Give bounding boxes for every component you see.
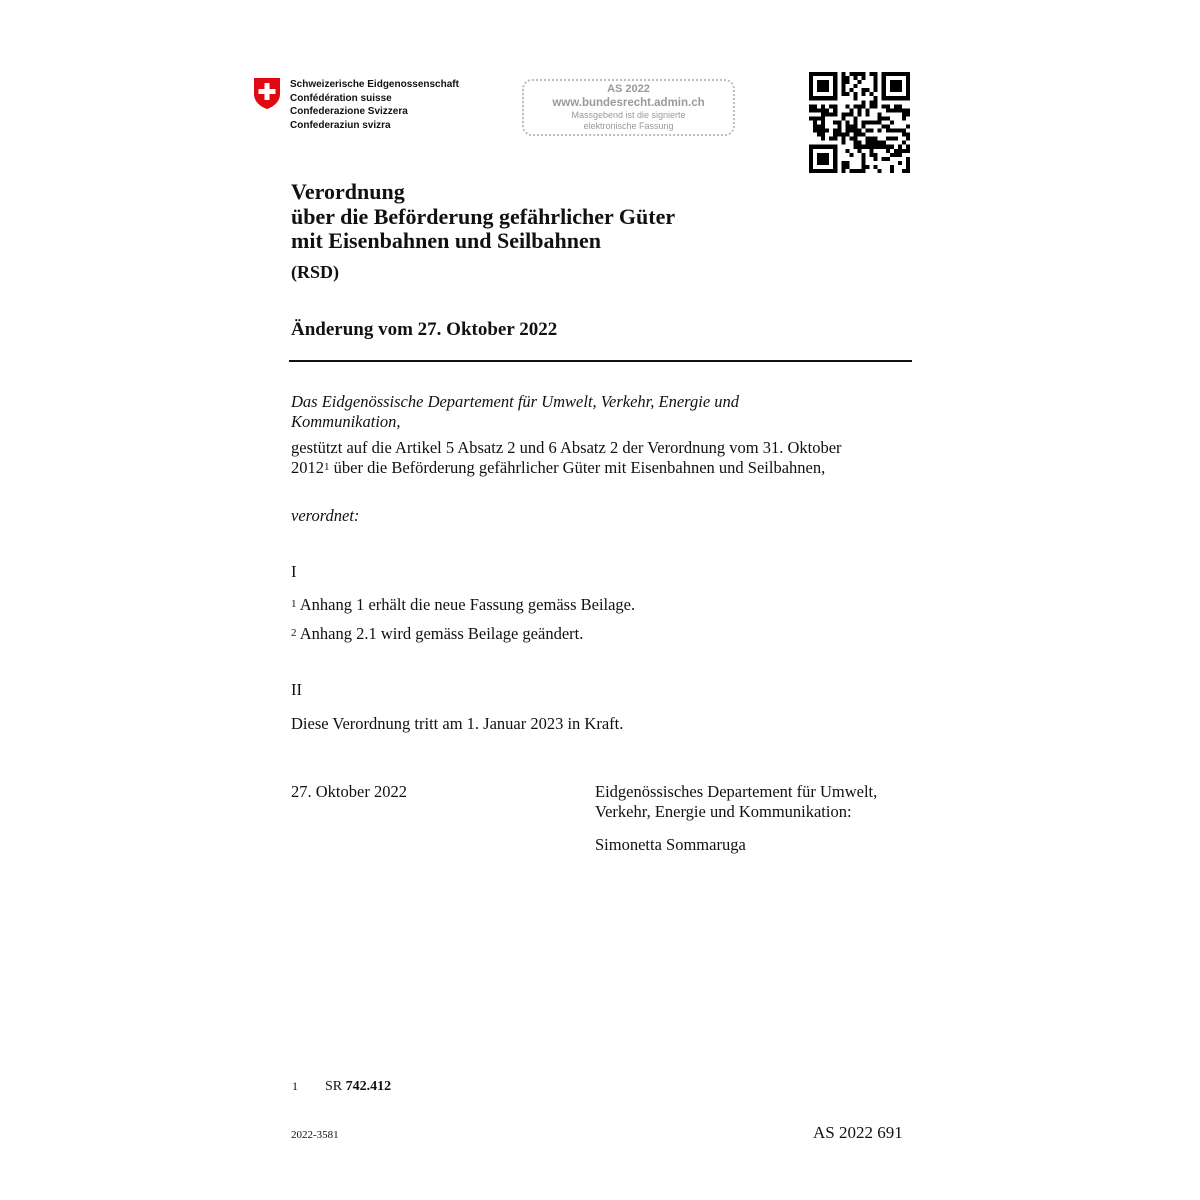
footnote-text xyxy=(325,1079,391,1095)
confederation-name-it: Confederazione Svizzera xyxy=(290,106,408,117)
stamp-note-line2: elektronische Fassung xyxy=(583,121,674,131)
preamble-decree: verordnet: xyxy=(291,506,360,525)
section-i-paragraph-1 xyxy=(291,595,635,615)
legal-basis-text-2: über die Beförderung gefährlicher Güter mit Eisenbahnen und Seilbahnen, xyxy=(329,458,826,477)
paragraph-text: Anhang 2.1 wird gemäss Beilage geändert. xyxy=(296,624,584,643)
amendment-date-heading: Änderung vom 27. Oktober 2022 xyxy=(291,319,558,340)
stamp-collection: AS 2022 xyxy=(607,83,650,95)
section-ii-paragraph: Diese Verordnung tritt am 1. Januar 2023 in Kraft. xyxy=(291,714,624,733)
swiss-cross-icon xyxy=(252,76,282,110)
confederation-name-fr: Confédération suisse xyxy=(290,92,392,104)
paragraph-number: 2 xyxy=(291,627,297,639)
title-line-2: über die Beförderung gefährlicher Güter xyxy=(291,203,676,229)
confederation-names xyxy=(290,78,459,132)
confederation-name-de: Schweizerische Eidgenossenschaft xyxy=(290,79,459,90)
preamble-issuer: Das Eidgenössische Departement für Umwelt, Verkehr, Energie und Kommunikation, xyxy=(291,392,740,431)
title-divider xyxy=(289,360,912,362)
title-line-1: Verordnung xyxy=(291,179,405,204)
stamp-note-line1: Massgebend ist die signierte xyxy=(571,110,686,120)
section-i-paragraph-2 xyxy=(291,624,583,644)
footnote-reference[interactable]: 742.412 xyxy=(345,1079,392,1094)
signature-department: Eidgenössisches Departement für Umwelt, Verkehr, Energie und Kommunikation: xyxy=(595,782,878,821)
confederation-name-rm: Confederaziun svizra xyxy=(290,119,391,131)
title-abbreviation: (RSD) xyxy=(291,262,339,282)
footnote-number: 1 xyxy=(292,1079,298,1093)
document-title xyxy=(291,180,675,254)
footnote-marker[interactable]: 1 xyxy=(324,461,330,473)
title-line-3: mit Eisenbahnen und Seilbahnen xyxy=(291,228,601,253)
paragraph-text: Anhang 1 erhält die neue Fassung gemäss Beilage. xyxy=(296,595,636,614)
official-publication-stamp xyxy=(522,79,735,136)
preamble-legal-basis xyxy=(291,438,851,478)
paragraph-number: 1 xyxy=(291,598,297,610)
section-heading-i: I xyxy=(291,562,297,581)
page-reference: AS 2022 691 xyxy=(813,1123,903,1142)
stamp-website: www.bundesrecht.admin.ch xyxy=(552,97,705,109)
footnote-prefix: SR xyxy=(325,1079,346,1094)
document-id: 2022-3581 xyxy=(291,1129,339,1141)
section-heading-ii: II xyxy=(291,680,302,699)
legal-basis-text-1: gestützt auf die Artikel 5 Absatz 2 und 6 Absatz 2 der Verordnung vom 31. Oktober 2012 xyxy=(291,438,842,477)
signatory-name: Simonetta Sommaruga xyxy=(595,835,746,854)
signature-date: 27. Oktober 2022 xyxy=(291,782,407,801)
qr-code-icon[interactable] xyxy=(809,72,910,173)
